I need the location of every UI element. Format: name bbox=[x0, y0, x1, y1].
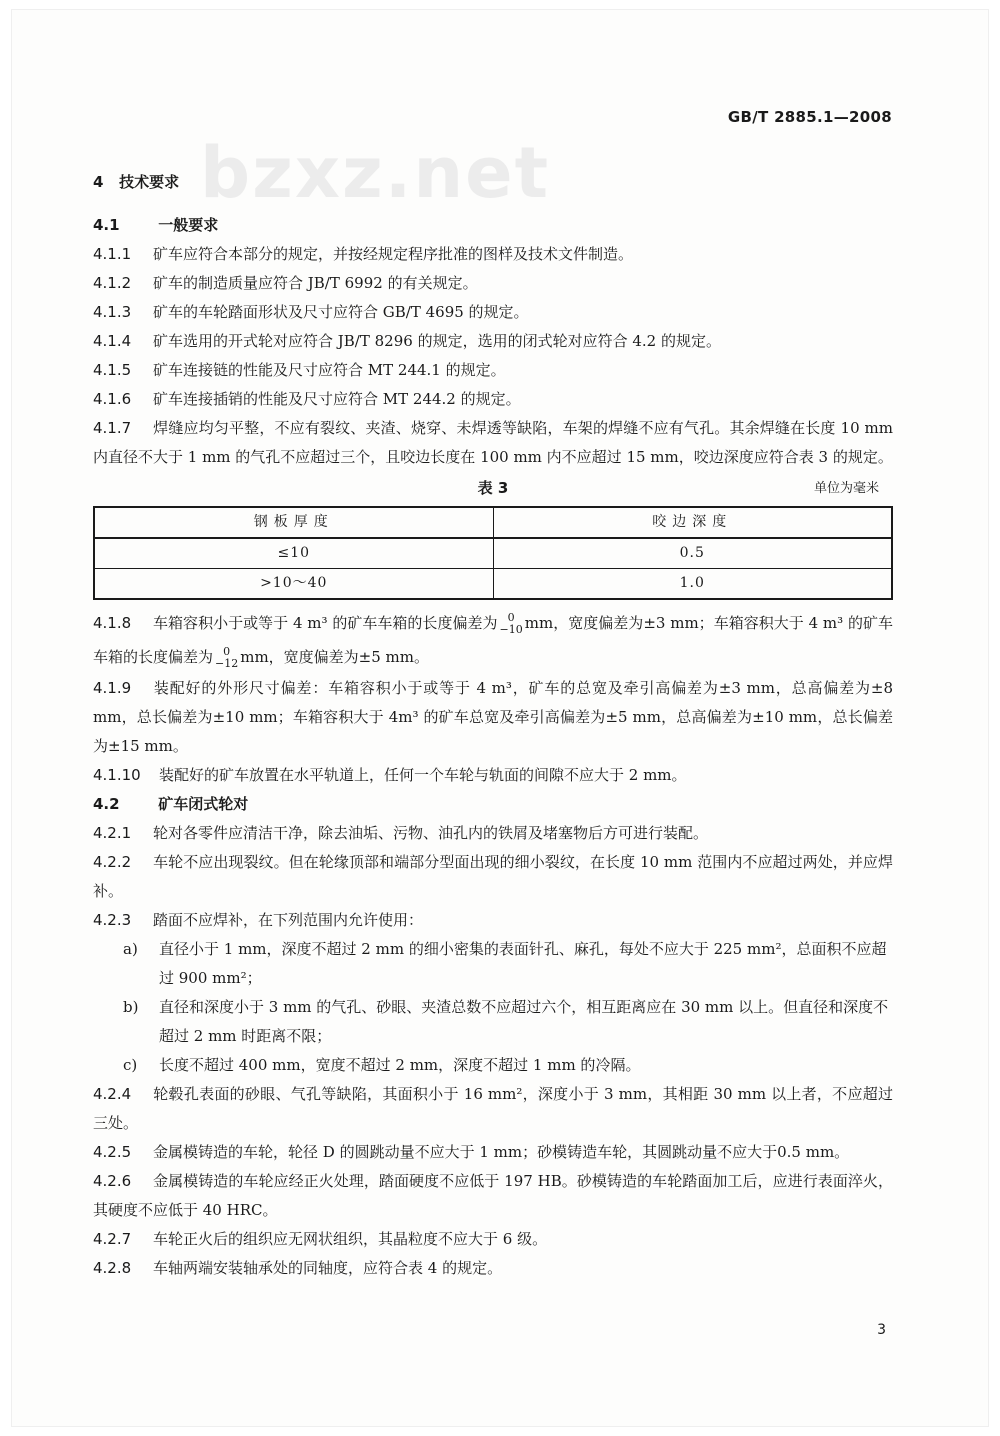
clause-text: 车轮正火后的组织应无网状组织，其晶粒度不应大于 6 级。 bbox=[153, 1230, 548, 1248]
clause-text: 金属模铸造的车轮，轮径 D 的圆跳动量不应大于 1 mm；砂模铸造车轮，其圆跳动量不应大于0.5 mm。 bbox=[153, 1143, 850, 1161]
table-3 bbox=[93, 506, 893, 600]
clause-item bbox=[93, 819, 893, 848]
list-text: 直径和深度小于 3 mm 的气孔、砂眼、夹渣总数不应超过六个，相互距离应在 30 mm 以上。但直径和深度不超过 2 mm 时距离不限； bbox=[159, 998, 889, 1045]
clause-number: 4.1.1 bbox=[93, 245, 132, 263]
clause-item bbox=[93, 761, 893, 790]
clause-number: 4.2.6 bbox=[93, 1172, 132, 1190]
tolerance-lower: −12 bbox=[215, 657, 239, 670]
table-cell: 0.5 bbox=[493, 538, 892, 569]
table-cell: 1.0 bbox=[493, 569, 892, 600]
clause-text: 轮对各零件应清洁干净，除去油垢、污物、油孔内的铁屑及堵塞物后方可进行装配。 bbox=[153, 824, 709, 842]
standard-code: GB/T 2885.1—2008 bbox=[727, 108, 892, 126]
table-caption: 表 3 bbox=[477, 479, 509, 497]
table-cell: ≤10 bbox=[94, 538, 493, 569]
tolerance-lower: −10 bbox=[499, 623, 523, 636]
clause-number: 4.2.4 bbox=[93, 1085, 132, 1103]
clause-number: 4.1.3 bbox=[93, 303, 132, 321]
clause-item bbox=[93, 1138, 893, 1167]
clause-text: 踏面不应焊补，在下列范围内允许使用： bbox=[153, 911, 424, 929]
clause-text: 矿车连接链的性能及尺寸应符合 MT 244.1 的规定。 bbox=[153, 361, 506, 379]
table-row bbox=[94, 538, 892, 569]
table-unit: 单位为毫米 bbox=[813, 481, 879, 496]
clause-number: 4.1.8 bbox=[93, 614, 132, 632]
list-marker: b) bbox=[123, 998, 139, 1016]
page-number: 3 bbox=[877, 1322, 886, 1338]
subsection-title: 一般要求 bbox=[158, 216, 219, 234]
clause-number: 4.2.5 bbox=[93, 1143, 132, 1161]
clause-text: 矿车应符合本部分的规定，并按经规定程序批准的图样及技术文件制造。 bbox=[153, 245, 634, 263]
subsection-number: 4.2 bbox=[93, 795, 120, 813]
clause-text: 矿车的车轮踏面形状及尺寸应符合 GB/T 4695 的规定。 bbox=[153, 303, 529, 321]
clause-item bbox=[93, 1080, 893, 1138]
clause-text: 车轴两端安装轴承处的同轴度，应符合表 4 的规定。 bbox=[153, 1259, 503, 1277]
clause-text: 轮毂孔表面的砂眼、气孔等缺陷，其面积小于 16 mm²，深度小于 3 mm，其相距 30 mm 以上者，不应超过三处。 bbox=[93, 1085, 893, 1132]
clause-text: 矿车选用的开式轮对应符合 JB/T 8296 的规定，选用的闭式轮对应符合 4.2 的规定。 bbox=[153, 332, 721, 350]
subsection-title: 矿车闭式轮对 bbox=[158, 795, 249, 813]
clause-item bbox=[93, 240, 893, 269]
clause-item bbox=[93, 1254, 893, 1283]
list-marker: c) bbox=[123, 1056, 138, 1074]
clause-item bbox=[93, 327, 893, 356]
subsection-heading bbox=[93, 211, 893, 240]
clause-text: 金属模铸造的车轮应经正火处理，踏面硬度不应低于 197 HB。砂模铸造的车轮踏面加工后，应进行表面淬火，其硬度不应低于 40 HRC。 bbox=[93, 1172, 893, 1219]
clause-item bbox=[93, 1225, 893, 1254]
table-row bbox=[94, 569, 892, 600]
table-caption-row bbox=[93, 474, 893, 504]
clause-number: 4.1.7 bbox=[93, 419, 132, 437]
list-marker: a) bbox=[123, 940, 138, 958]
clause-number: 4.2.3 bbox=[93, 911, 132, 929]
clause-number: 4.1.6 bbox=[93, 390, 132, 408]
watermark: bzxz.net bbox=[200, 132, 551, 214]
clause-number: 4.1.4 bbox=[93, 332, 132, 350]
list-item bbox=[93, 993, 893, 1051]
clause-text: 矿车的制造质量应符合 JB/T 6992 的有关规定。 bbox=[153, 274, 478, 292]
clause-item bbox=[93, 414, 893, 472]
clause-number: 4.2.2 bbox=[93, 853, 132, 871]
clause-item bbox=[93, 674, 893, 761]
table-header-cell: 咬边深度 bbox=[493, 507, 892, 538]
clause-item bbox=[93, 906, 893, 935]
clause-number: 4.2.1 bbox=[93, 824, 132, 842]
sub-item-list bbox=[93, 935, 893, 1080]
document-body bbox=[93, 168, 893, 1283]
clause-number: 4.1.5 bbox=[93, 361, 132, 379]
list-text: 长度不超过 400 mm，宽度不超过 2 mm，深度不超过 1 mm 的冷隔。 bbox=[159, 1056, 641, 1074]
clause-number: 4.1.9 bbox=[93, 679, 132, 697]
clause-text: mm，宽度偏差为±3 mm；车箱容积大于 4 m³ 的矿车车箱的长度偏差为 bbox=[93, 614, 893, 666]
tolerance-fraction bbox=[500, 612, 523, 636]
clause-text: 车轮不应出现裂纹。但在轮缘顶部和端部分型面出现的细小裂纹，在长度 10 mm 范围内不应超过两处，并应焊补。 bbox=[93, 853, 893, 900]
clause-item bbox=[93, 356, 893, 385]
clause-text: 矿车连接插销的性能及尺寸应符合 MT 244.2 的规定。 bbox=[153, 390, 521, 408]
clause-item bbox=[93, 1167, 893, 1225]
clause-item bbox=[93, 269, 893, 298]
list-text: 直径小于 1 mm，深度不超过 2 mm 的细小密集的表面针孔、麻孔，每处不应大于 225 mm²，总面积不应超过 900 mm²； bbox=[159, 940, 887, 987]
clause-list bbox=[93, 819, 893, 935]
tolerance-upper: 0 bbox=[507, 611, 515, 624]
clause-number: 4.2.7 bbox=[93, 1230, 132, 1248]
clause-list bbox=[93, 1080, 893, 1283]
clause-number: 4.1.2 bbox=[93, 274, 132, 292]
clause-list bbox=[93, 240, 893, 472]
clause-4-1-8 bbox=[93, 606, 893, 674]
subsection-number: 4.1 bbox=[93, 216, 120, 234]
clause-list bbox=[93, 674, 893, 790]
clause-item bbox=[93, 848, 893, 906]
clause-number: 4.2.8 bbox=[93, 1259, 132, 1277]
clause-text: 装配好的外形尺寸偏差：车箱容积小于或等于 4 m³，矿车的总宽及牵引高偏差为±3 mm，总高偏差为±8 mm，总长偏差为±10 mm；车箱容积大于 4m³ 的矿车总宽及牵引高偏差为±5 mm，总高偏差为±10 mm，总长偏差为±15 mm。 bbox=[93, 679, 893, 755]
table-header-cell: 钢板厚度 bbox=[94, 507, 493, 538]
subsection-heading bbox=[93, 790, 893, 819]
tolerance-fraction bbox=[215, 646, 238, 670]
clause-item bbox=[93, 385, 893, 414]
tolerance-upper: 0 bbox=[223, 645, 231, 658]
table-cell: >10～40 bbox=[94, 569, 493, 600]
list-item bbox=[93, 935, 893, 993]
clause-text: mm，宽度偏差为±5 mm。 bbox=[240, 648, 430, 666]
section-title: 技术要求 bbox=[119, 173, 180, 191]
clause-text: 焊缝应均匀平整，不应有裂纹、夹渣、烧穿、未焊透等缺陷，车架的焊缝不应有气孔。其余焊缝在长度 10 mm 内直径不大于 1 mm 的气孔不应超过三个，且咬边长度在 100 mm 内不应超过 15 mm，咬边深度应符合表 3 的规定。 bbox=[93, 419, 893, 466]
clause-number: 4.1.10 bbox=[93, 766, 141, 784]
list-item bbox=[93, 1051, 893, 1080]
clause-text: 装配好的矿车放置在水平轨道上，任何一个车轮与轨面的间隙不应大于 2 mm。 bbox=[159, 766, 687, 784]
clause-text: 车箱容积小于或等于 4 m³ 的矿车车箱的长度偏差为 bbox=[153, 614, 498, 632]
section-heading bbox=[93, 168, 893, 197]
clause-item bbox=[93, 298, 893, 327]
section-number: 4 bbox=[93, 173, 104, 191]
